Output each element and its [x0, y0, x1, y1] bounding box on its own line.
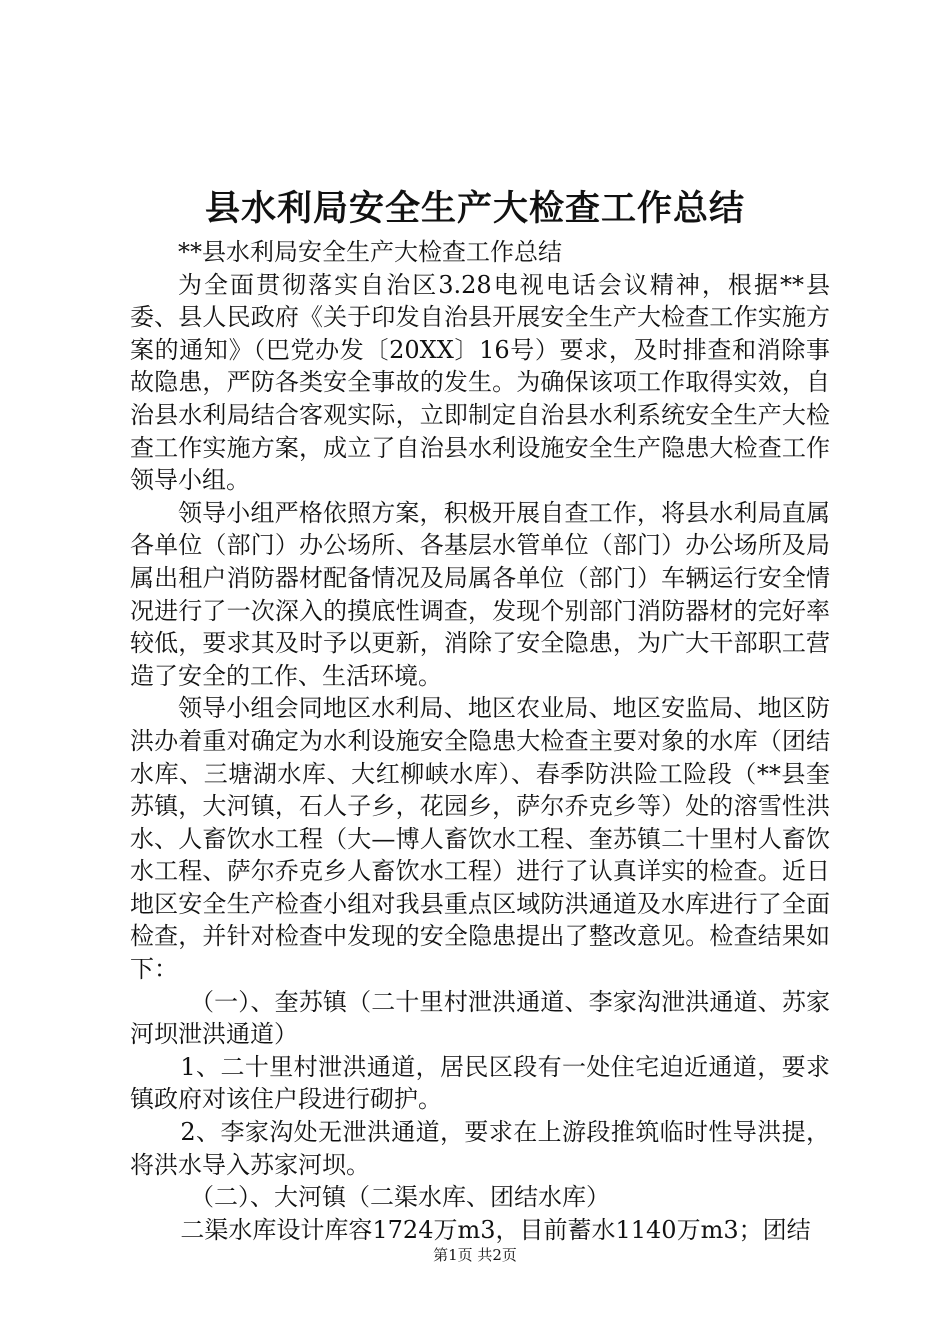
subtitle-paragraph: **县水利局安全生产大检查工作总结	[178, 238, 562, 266]
joint-inspection-paragraph: 领导小组会同地区水利局、地区农业局、地区安监局、地区防洪办着重对确定为水利设施安全隐患大检查主要对象的水库（团结水库、三塘湖水库、大红柳峡水库）、春季防洪险工险段（**县奎苏镇，大河镇，石人子乡，花园乡，萨尔乔克乡等）处的溶雪性洪水、人畜饮水工程（大—博人畜饮水工程、奎苏镇二十里村人畜饮水工程、萨尔乔克乡人畜饮水工程）进行了认真详实的检查。近日地区安全生产检查小组对我县重点区域防洪通道及水库进行了全面检查，并针对检查中发现的安全隐患提出了整改意见。检查结果如下：	[130, 694, 830, 984]
list-item-1: 1、二十里村泄洪通道，居民区段有一处住宅迫近通道，要求镇政府对该住户段进行砌护。	[130, 1052, 830, 1114]
self-inspection-paragraph: 领导小组严格依照方案，积极开展自查工作，将县水利局直属各单位（部门）办公场所、各基层水管单位（部门）办公场所及局属出租户消防器材配备情况及局属各单位（部门）车辆运行安全情况进行了一次深入的摸底性调查，发现个别部门消防器材的完好率较低，要求其及时予以更新，消除了安全隐患，为广大干部职工营造了安全的工作、生活环境。	[130, 498, 830, 690]
section-heading-kuisu: （一）、奎苏镇（二十里村泄洪通道、李家沟泄洪通道、苏家河坝泄洪通道）	[130, 987, 830, 1049]
document-body	[130, 236, 830, 1246]
intro-paragraph: 为全面贯彻落实自治区3.28电视电话会议精神，根据**县委、县人民政府《关于印发自治县开展安全生产大检查工作实施方案的通知》（巴党办发〔20XX〕16号）要求，及时排查和消除事故隐患，严防各类安全事故的发生。为确保该项工作取得实效，自治县水利局结合客观实际，立即制定自治县水利系统安全生产大检查工作实施方案，成立了自治县水利设施安全生产隐患大检查工作领导小组。	[130, 270, 830, 495]
list-item-2: 2、李家沟处无泄洪通道，要求在上游段推筑临时性导洪提，将洪水导入苏家河坝。	[130, 1118, 830, 1179]
section-heading-dahe: （二）、大河镇（二渠水库、团结水库）	[190, 1183, 610, 1212]
page-number: 第1页 共2页	[433, 1246, 517, 1264]
reservoir-paragraph: 二渠水库设计库容1724万m3，目前蓄水1140万m3；团结	[180, 1215, 811, 1244]
document-title: 县水利局安全生产大检查工作总结	[204, 188, 745, 229]
